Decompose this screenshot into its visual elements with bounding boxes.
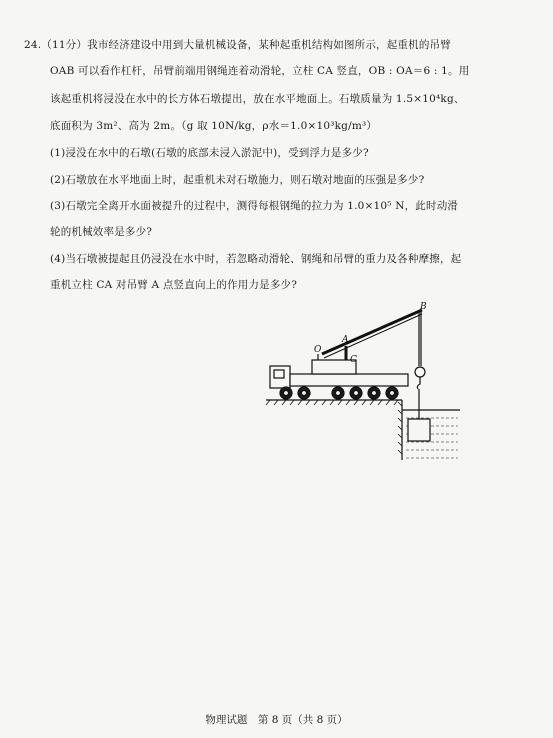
wheel-hub [354,391,359,396]
question-4: (4)当石墩被提起且仍浸没在水中时，若忽略动滑轮、钢绳和吊臂的重力及各种摩擦，起 [50,253,462,265]
label-a: A [342,335,349,345]
question-4-cont: 重机立柱 CA 对吊臂 A 点竖直向上的作用力是多少? [50,279,298,291]
wheel-hub [302,391,307,396]
ground-hatching [266,400,398,405]
problem-line: 底面积为 3m²、高为 2m。（g 取 10N/kg，ρ水＝1.0×10³kg/m³） [50,120,378,132]
truck-chassis [290,374,408,386]
question-1: (1)浸没在水中的石墩(石墩的底部未浸入淤泥中)，受到浮力是多少? [50,147,369,159]
question-2: (2)石墩放在水平地面上时，起重机未对石墩施力，则石墩对地面的压强是多少? [50,174,425,186]
problem-line: 24.（11分）我市经济建设中用到大量机械设备，某种起重机结构如图所示，起重机的吊臂 [24,39,451,51]
hook [417,377,420,389]
question-3-cont: 轮的机械效率是多少? [50,226,153,238]
truck-cab [270,366,290,388]
wheel-hub [390,391,395,396]
movable-pulley [415,367,425,377]
label-c: C [350,355,357,365]
crane-diagram [262,302,462,462]
question-3: (3)石墩完全离开水面被提升的过程中，测得每根钢绳的拉力为 1.0×10⁵ N，此时动滑 [50,200,459,212]
boom-underside [324,314,422,358]
wheel-hub [336,391,341,396]
problem-line: 该起重机将浸没在水中的长方体石墩提出，放在水平地面上。石墩质量为 1.5×10⁴kg、 [50,93,465,105]
problem-line: OAB 可以看作杠杆，吊臂前端用钢绳连着动滑轮，立柱 CA 竖直，OB : OA＝6 : 1。用 [50,65,470,77]
wheel-hub [372,391,377,396]
label-o: O [314,345,322,355]
wheel-hub [284,391,289,396]
stone-block [408,419,430,441]
boom-oab [322,310,422,354]
page-footer: 物理试题 第 8 页（共 8 页） [205,714,348,726]
label-b: B [420,302,427,312]
